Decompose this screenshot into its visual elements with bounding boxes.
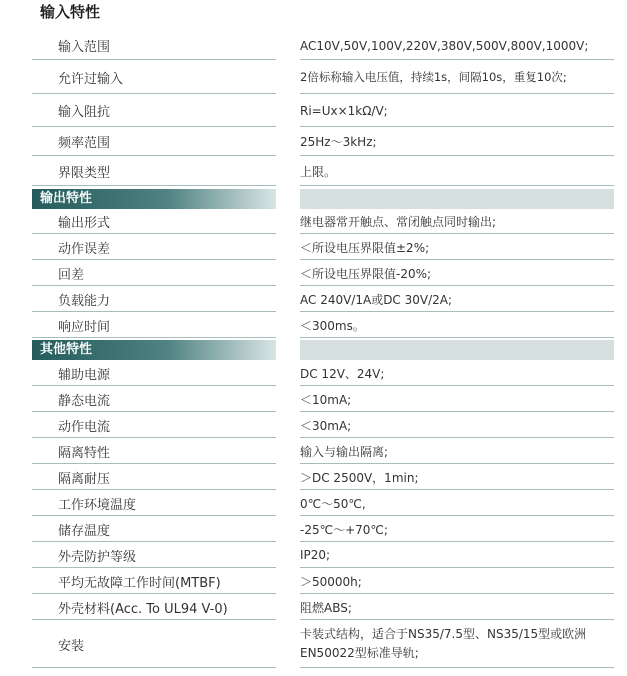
- spec-label: 输入阻抗: [58, 105, 111, 120]
- spec-row-output-form: [32, 209, 614, 234]
- spec-row-isolation-voltage: [32, 464, 614, 490]
- spec-row-response-time: [32, 312, 614, 338]
- spec-row-mounting: [32, 620, 614, 668]
- spec-row-frequency-range: [32, 127, 614, 156]
- spec-table: [32, 31, 614, 668]
- spec-value: ＜30mA;: [300, 418, 352, 433]
- spec-label: 输出形式: [58, 216, 111, 231]
- spec-row-mtbf: [32, 568, 614, 594]
- spec-value: -25℃～+70℃;: [300, 522, 388, 537]
- spec-label: 外壳防护等级: [58, 549, 137, 565]
- spec-label: 安装: [58, 638, 85, 654]
- spec-value: AC10V,50V,100V,220V,380V,500V,800V,1000V;: [300, 38, 589, 53]
- spec-row-aux-power: [32, 360, 614, 386]
- spec-value: Ri=Ux×1kΩ/V;: [300, 103, 388, 118]
- spec-label: 界限类型: [58, 165, 111, 181]
- spec-row-limit-type: [32, 156, 614, 186]
- spec-label: 允许过输入: [58, 71, 124, 87]
- spec-row-hysteresis: [32, 260, 614, 286]
- spec-label: 响应时间: [58, 319, 111, 335]
- spec-value: ＜所设电压界限值-20%;: [300, 266, 432, 281]
- spec-value: ＜300ms。: [300, 318, 365, 333]
- spec-value: ＞50000h;: [300, 574, 362, 589]
- spec-value: 输入与输出隔离;: [300, 444, 389, 459]
- section-header-output: [32, 189, 614, 209]
- spec-label: 回差: [58, 267, 85, 283]
- spec-value: 继电器常开触点、常闭触点同时输出;: [300, 215, 497, 229]
- page-title: 输入特性: [40, 3, 101, 21]
- spec-label: 辅助电源: [58, 367, 111, 383]
- spec-value: 25Hz～3kHz;: [300, 135, 377, 149]
- spec-row-input-range: [32, 31, 614, 60]
- section-header-other: [32, 340, 614, 360]
- spec-label: 工作环境温度: [58, 497, 137, 513]
- spec-value: 0℃～50℃,: [300, 496, 366, 511]
- spec-row-overload: [32, 60, 614, 94]
- section-title: 其他特性: [32, 340, 276, 360]
- spec-value: IP20;: [300, 548, 331, 562]
- spec-value: 阻燃ABS;: [300, 600, 352, 615]
- section-title: 输出特性: [32, 189, 276, 209]
- spec-value: ＞DC 2500V，1min;: [300, 470, 419, 485]
- section-bar: [300, 340, 614, 360]
- spec-value: ＜所设电压界限值±2%;: [300, 240, 430, 255]
- spec-row-load-capacity: [32, 286, 614, 312]
- spec-label: 储存温度: [58, 523, 111, 539]
- section-bar: [300, 189, 614, 209]
- spec-label: 外壳材料(Acc. To UL94 V-0): [58, 601, 228, 617]
- spec-label: 动作误差: [58, 241, 111, 257]
- spec-row-protection-rating: [32, 542, 614, 568]
- spec-row-isolation: [32, 438, 614, 464]
- spec-row-static-current: [32, 386, 614, 412]
- spec-value: DC 12V、24V;: [300, 366, 385, 381]
- spec-row-storage-temp: [32, 516, 614, 542]
- spec-label: 隔离耐压: [58, 471, 111, 487]
- spec-label: 隔离特性: [58, 445, 111, 461]
- spec-row-housing-material: [32, 594, 614, 620]
- spec-label: 负载能力: [58, 293, 111, 309]
- spec-row-action-error: [32, 234, 614, 260]
- spec-row-operating-temp: [32, 490, 614, 516]
- spec-label: 频率范围: [58, 136, 111, 151]
- spec-value: ＜10mA;: [300, 392, 352, 407]
- spec-row-action-current: [32, 412, 614, 438]
- spec-value: AC 240V/1A或DC 30V/2A;: [300, 292, 453, 307]
- spec-row-input-impedance: [32, 94, 614, 127]
- spec-label: 输入范围: [58, 40, 111, 55]
- spec-label: 静态电流: [58, 393, 111, 409]
- spec-label: 平均无故障工作时间(MTBF): [58, 575, 221, 591]
- spec-label: 动作电流: [58, 419, 111, 435]
- spec-value: 2倍标称输入电压值，持续1s，间隔10s，重复10次;: [300, 70, 567, 84]
- spec-value: 上限。: [300, 164, 337, 179]
- spec-value: 卡装式结构，适合于NS35/7.5型、NS35/15型或欧洲EN50022型标准导轨;: [300, 627, 587, 660]
